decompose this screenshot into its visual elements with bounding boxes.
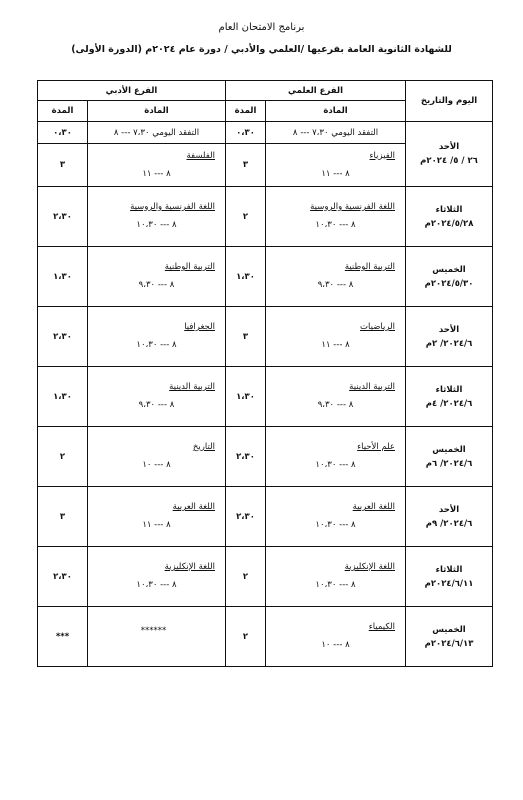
day-name: الأحد [438,504,460,515]
scientific-branch-header: الفرع العلمي [226,81,406,101]
lit-subject-name: التاريخ [192,442,215,452]
day-date: ٢٠٢٤/٦/ ٦م [425,458,473,469]
sci-duration-cell: ٢ [226,187,266,247]
table-row [38,187,493,247]
sci-subject-name: الكيمياء [368,622,396,632]
schedule-body [38,122,493,667]
lit-duration-cell: ٢،٣٠ [38,307,88,367]
sci-subject-name: الرياضيات [360,322,396,332]
day-cell [406,427,493,487]
sci-subject-time: ٨ --- ٩،٣٠ [317,280,354,290]
lit-subject-time: ٨ --- ١١ [142,168,171,179]
lit-subject-time: ٨ --- ١١ [142,520,171,530]
day-name: الثلاثاء [435,384,463,395]
day-name: الثلاثاء [435,564,463,575]
table-row [38,487,493,547]
day-name: الخميس [432,444,466,455]
day-date: ٢٠٢٤/٦/١٣م [424,638,474,649]
sci-subject-time: ٨ --- ١٠ [321,640,350,650]
lit-subject-cell [88,487,226,547]
day-cell [406,547,493,607]
day-name: الثلاثاء [435,204,463,215]
table-row [38,122,493,144]
sci-duration-cell: ٢ [226,547,266,607]
lit-duration-cell: ٢ [38,427,88,487]
lit-duration-header: المدة [38,101,88,122]
sci-subject-time: ٨ --- ١٠،٣٠ [315,520,356,530]
day-name: الأحد [438,324,460,335]
lit-subject-cell [88,187,226,247]
day-date: ٢٠٢٤/٦/ ٩م [425,518,473,529]
day-name: الأحد [438,142,460,152]
table-row [38,247,493,307]
sci-subject-cell [266,367,406,427]
lit-subject-time: ٨ --- ٩،٣٠ [138,280,175,290]
day-name: الخميس [432,264,466,275]
day-date: ٢٠٢٤/٦/١١م [424,578,474,589]
day-date: ٢٠٢٤/٦/ ٢م [425,338,473,349]
lit-subject-time: ٨ --- ١٠،٣٠ [136,220,177,230]
sci-subject-cell [266,487,406,547]
table-row [38,547,493,607]
page-title: برنامج الامتحان العام [218,22,305,33]
sci-subject-name: اللغة الفرنسية والروسية [310,202,396,212]
literary-branch-header: الفرع الأدبي [38,81,226,101]
lit-subject-cell [88,427,226,487]
day-date: ٢٦ / ٥/ ٢٠٢٤م [420,156,478,166]
sci-subject-name: الفيزياء [369,150,396,161]
lit-subject-cell [88,247,226,307]
day-date: ٢٠٢٤/٥/٢٨م [424,218,474,229]
day-date: ٢٠٢٤/٦/ ٤م [425,398,473,409]
sci-subject-cell [266,144,406,187]
table-row [38,607,493,667]
day-cell [406,607,493,667]
lit-subject-name: التربية الوطنية [164,262,215,272]
lit-subject-name: اللغة الفرنسية والروسية [130,202,215,212]
lit-duration-cell: ٣ [38,487,88,547]
sci-duration-cell: ١،٣٠ [226,247,266,307]
sci-duration-cell: ٣ [226,144,266,187]
sci-subject-cell [266,247,406,307]
lit-duration-cell: ١،٣٠ [38,247,88,307]
lit-subject-name: اللغة الإنكليزية [164,562,215,572]
day-cell [406,307,493,367]
sci-subject-time: ٨ --- ١١ [321,340,350,350]
day-cell [406,122,493,187]
table-row [38,367,493,427]
lit-subject-name: ****** [140,625,167,636]
lit-subject-cell [88,144,226,187]
day-cell [406,247,493,307]
lit-subject-cell [88,547,226,607]
sci-subject-name: التربية الدينية [349,382,396,392]
sci-duration-cell: ٢،٣٠ [226,427,266,487]
sci-subject-name: علم الأحياء [357,442,396,452]
table-row [38,307,493,367]
lit-duration-cell: ١،٣٠ [38,367,88,427]
sci-duration-cell: ١،٣٠ [226,367,266,427]
sci-daily-duration: ٠،٣٠ [226,122,266,144]
sci-subject-time: ٨ --- ١٠،٣٠ [315,580,356,590]
sci-subject-cell [266,307,406,367]
sci-subject-name: اللغة العربية [352,502,396,512]
sci-duration-cell: ٢ [226,607,266,667]
lit-duration-cell: *** [38,607,88,667]
lit-duration-cell: ٣ [38,144,88,187]
lit-subject-time: ٨ --- ١٠،٣٠ [136,580,177,590]
day-name: الخميس [432,624,466,635]
lit-duration-cell: ٢،٣٠ [38,547,88,607]
sci-subject-name: التربية الوطنية [344,262,396,272]
lit-daily-duration: ٠،٣٠ [38,122,88,144]
table-row [38,427,493,487]
lit-subject-name: اللغة العربية [172,502,215,512]
sci-duration-header: المدة [226,101,266,122]
sci-subject-name: اللغة الإنكليزية [344,562,396,572]
day-cell [406,367,493,427]
page-subtitle: للشهادة الثانوية العامة بفرعيها /العلمي والأدبي / دورة عام ٢٠٢٤م (الدورة الأولى) [71,44,452,55]
lit-subject-time: ٨ --- ٩،٣٠ [138,400,175,410]
sci-duration-cell: ٢،٣٠ [226,487,266,547]
lit-subject-time [88,636,225,648]
sci-subject-cell [266,607,406,667]
sci-subject-cell [266,187,406,247]
lit-duration-cell: ٢،٣٠ [38,187,88,247]
sci-subject-time: ٨ --- ١٠،٣٠ [315,220,356,230]
lit-subject-name: التربية الدينية [169,382,215,392]
day-cell [406,187,493,247]
lit-subject-header: المادة [88,101,226,122]
lit-subject-time: ٨ --- ١٠،٣٠ [136,340,177,350]
lit-subject-name: الفلسفة [186,150,215,161]
lit-subject-time: ٨ --- ١٠ [142,460,171,470]
sci-subject-time: ٨ --- ١١ [321,168,350,179]
sci-daily-check: التفقد اليومي ٧،٣٠ --- ٨ [266,122,406,144]
lit-subject-name: الجغرافيا [184,322,215,332]
sci-subject-time: ٨ --- ٩،٣٠ [317,400,354,410]
exam-schedule-table [37,80,493,667]
day-date: ٢٠٢٤/٥/٣٠م [424,278,474,289]
lit-subject-cell [88,607,226,667]
sci-subject-cell [266,547,406,607]
sci-subject-header: المادة [266,101,406,122]
sci-duration-cell: ٣ [226,307,266,367]
day-date-header: اليوم والتاريخ [406,81,493,122]
lit-subject-cell [88,367,226,427]
lit-subject-cell [88,307,226,367]
sci-subject-time: ٨ --- ١٠،٣٠ [315,460,356,470]
day-cell [406,487,493,547]
lit-daily-check: التفقد اليومي ٧،٣٠ --- ٨ [88,122,226,144]
sci-subject-cell [266,427,406,487]
